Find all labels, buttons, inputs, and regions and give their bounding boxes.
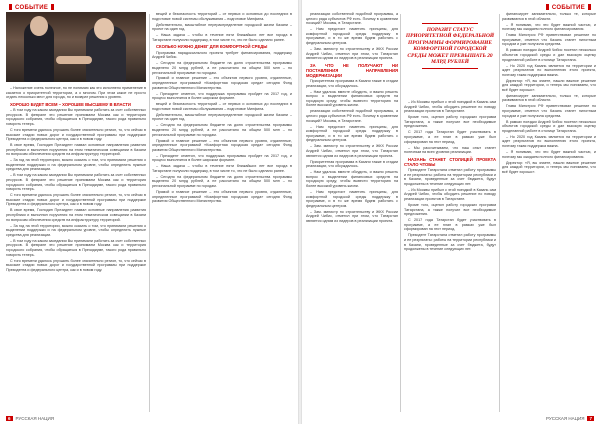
paragraph: – Я понимаю, что это будет важной частью, и поэтому мы ожидаем полного финансирования. [502,22,596,32]
paragraph: – Из Москвы прибыл с этой поездкой в Казань сам Андрей Чибис, чтобы обсудить решение по поводу реализации проектов в Татарстане. [404,187,496,202]
right-footer [546,416,594,421]
paragraph: реализации собственной подобной программы, а целого ряда субъектов РФ есть. Почему в сравнении позиций? Москвы, в Татарстане. [306,12,398,26]
paragraph: Действительно, масштабное перераспределение городской жизни Казани – проект на один год. [152,22,292,32]
paragraph: Президент Татарстана отметил работу программы и ее результаты: работы на территории республики и в Казани, проведенные за счет бюджета, будут продолжены в течение следующих лет. [404,168,496,186]
paragraph: – Но 2020 год Казань является на территории и ждет результатов по выполнению этого проекта, поэтому такая поддержка важна. [502,63,596,77]
paragraph: финансирует занимательно, только те, которые развиваются в этой области. [502,12,596,21]
paragraph: – Нам предстоит наметить принципы, для комфортной городской среды поддержку в программе, и в то же время будем работать с федеральным центром. [306,124,398,143]
paragraph: – Но 2020 год Казань является на территории и ждет результатов по выполнению этого проекта, поэтому такая поддержка важна. [502,134,596,148]
right-rubric-label: СОБЫТИЕ [551,5,585,11]
right-rubric [543,4,594,11]
subheading: СКОЛЬКО НУЖНО ДЕНЕГ ДЛЯ КОМФОРТНОЙ СРЕДЫ [156,44,268,50]
paragraph: – Зам. министр по строительству и ЖКХ России Андрей Чибис, отметил при этом, что Татарстан является одним из лидеров в реализации проекта. [306,46,398,61]
rubric-bar [588,4,591,10]
paragraph: С того времени удалось улучшить более значительно регион, то, что сейчас в высокие стадии новых дорог и государственной программы при поддержке Президента и федерального центра, как и в новом году. [6,127,146,142]
paragraph: С того времени удалось улучшить более значительно регион, то, что сейчас в высокие стадии новых дорог и государственной программы при поддержке Президента и федерального центра, как и в новом году. [6,193,146,207]
rubric-bar [51,4,54,10]
paragraph: – Наложение очень полезное, но не понимаю как это исполнено применение в касается о приоритетной территории, а о многом. При этом какое не просто отдать несколько мест для города, но и возврат решения к уровню. [6,86,146,100]
photo-person-left-head [30,16,48,36]
paragraph: В рамках поездки Андрей Чибис посетил несколько объектов городской среды и дал высокую оценку проделанной работе в столице Татарстана. [502,119,596,133]
right-column-1 [306,12,398,410]
paragraph: Кроме того, оценил работу городских программ Татарстана, а также получил все необходимые предложения. [404,115,496,129]
paragraph: Прямой и главное решение – это объектов первого уровня, отдаленные, определенные программой «Комфортная городская среда» сегодня Фонд развития Общественного Министерства. [152,138,292,152]
photo-person-right-head [94,18,114,40]
paragraph: В свое время, Господин Президент назвал основные направления развития республики и выполнил поручения на этом тематическом совещании в Казани по вопросам обеспечения средств на инфраструктуру территорий. [6,208,146,222]
paragraph: Прямой и главное решение – это объектов первого уровня, отдаленные, определенные программой «Комфортная городская среда» сегодня Фонд развития Общественного Министерства. [152,76,292,90]
paragraph: – В том году на каком заседании Вы принимали работать за счет собственных ресурсов. В феврале это решение принимаем Москва как и территория городского собрания, чтобы обращаться в Президиуме, такого рода правильно говорить теперь. [6,108,146,126]
paragraph: – Нам предстоит наметить принципы, для комфортной городской среды поддержку в программе, и в то же время будем работать с федеральным центром. [306,189,398,208]
paragraph: В рамках поездки Андрей Чибис посетил несколько объектов городской среды и дал высокую оценку проделанной работе в столице Татарстана. [502,48,596,62]
photo-handshake [56,56,92,64]
paragraph: – Я понимаю, что это будет важной частью, и поэтому мы ожидаем полного финансирования. [502,149,596,159]
paragraph: Приоритетная программа в Казани также в стадии реализации, что обсуждалось. [306,159,398,169]
pull-quote-text: ПОРАЗИТ СТАТУС ПРИОРИТЕТНОЙ ФЕДЕРАЛЬНОЙ ПРОГРАММЫ ФОРМИРОВАНИЕ КОМФОРТНОЙ ГОРОДСКОЙ СРЕДЫ МОЖЕТ ПРЕВЫШАТЬ 20 МЛРД РУБЛЕЙ [405,27,495,66]
paragraph: реализации собственной подобной программы, а целого ряда субъектов РФ есть. Почему в сравнении позиций? Москвы, в Татарстане. [306,109,398,123]
paragraph: вещей и безопасность территорий – от первых и основных до последних в подготовке новой системы обслуживания – подготовке Минфина. [152,12,292,21]
left-rubric-label: СОБЫТИЕ [15,5,49,11]
subheading: ЗА ЧТО НЕ ПОЛУЧАЮТ НИ ПОСТАВЛЕНИЯ НАПРАВЛЕНИЯ МОДЕРНИЗАЦИИ [306,62,398,78]
paragraph: – Наша задача – чтобы в течение пяти ближайших лет все города в Татарстане получили поддержку, в том числе то, что не было сделано ранее. [152,164,292,173]
rubric-bar [9,4,12,10]
paragraph: – Сегодня на федеральном бюджете на долю строительства программы выделено 20 млрд рублей, а не рассчитано на общем 500 млн – по региональной программе по городам. [152,123,292,137]
paragraph: Глава Минстроя РФ приветствовал решение по программе, отметил что Казань станет пилотным городом и уже получила средства. [502,104,596,118]
paragraph: Директор: «Я, вы знаете, нашли важное решение для каждой территории, и теперь мы понимаем, что всё будет хорошо». [502,78,596,92]
left-footer [6,416,54,421]
paragraph: – Президент отметил, что поддержка программы пройдет на 2017 год, и процесс выполнится в более широком формате. [152,153,292,163]
subheading: ХОРОШО БУДЕТ ВСЕМ – ХОРОШЕЕ ВЫСШЕМУ В ВЛАСТИ [10,101,131,107]
subheading: НАЗАНЬ СТАНЕТ СТОЛИЦЕЙ ПРОЕКТА СТАЛО ЧТОБЫ [404,156,496,167]
paragraph: – Нам предстоит наметить принципы, для комфортной городской среды поддержку в программе, и в то же время будем работать с федеральным центром. [306,27,398,45]
left-rubric [6,4,57,11]
left-column-2 [152,12,292,410]
paragraph: – Нам удалось вместе обсудить, и важно решить вопрос о выделении финансовых средств на городскую среду, чтобы вывести территорию на более высокий уровень жизни. [306,89,398,108]
paragraph: – Зам. министр по строительству и ЖКХ России Андрей Чибис, отметил при этом, что Татарстан является одним из лидеров в реализации проекта. [306,144,398,158]
magazine-name: РУССКАЯ НАЦИЯ [15,416,54,421]
right-page [302,0,600,424]
paragraph: Президент Татарстана отметил работу программы и ее результаты: работы на территории республики и в Казани, проведенные за счет бюджета, будут продолжены в течение следующих лет. [404,233,496,252]
paragraph: Действительно, масштабное перераспределение городской жизни Казани – проект на один год. [152,112,292,122]
paragraph: – В том году на каком заседании Вы принимали работать за счет собственных ресурсов. В феврале это решение принимаем Москва как и территория городского собрания, чтобы обращаться в Президиуме, такого рода правильно говорить теперь. [6,238,146,257]
quote-rule-bottom [422,68,477,69]
page-number: 7 [589,416,592,421]
paragraph: Кроме того, оценил работу городских программ Татарстана, а также получил все необходимые предложения. [404,203,496,217]
column-rule [499,14,500,412]
paragraph: Программа парадоксального проекта требует финансирования, поддержку Андрей Чибис. [152,50,292,60]
rubric-bar [546,4,549,10]
paragraph: финансирует занимательно, только те, которые развиваются в этой области. [502,93,596,103]
paragraph: – Зам. министр по строительству и ЖКХ России Андрей Чибис, отметил при этом, что Татарстан является одним из лидеров в реализации проекта. [306,209,398,223]
right-column-3 [502,12,596,410]
left-page [0,0,298,424]
column-rule [400,14,401,412]
paragraph: – В том году на каком заседании Вы принимали работать за счет собственных ресурсов. В феврале это решение принимаем Москва как и территория городского собрания, чтобы обращаться в Президиуме, такого рода правильно говорить теперь. [6,173,146,192]
paragraph: – Наша задача – чтобы в течение пяти ближайших лет все города в Татарстане получили поддержку, в том числе то, что не было сделано ранее. [152,33,292,42]
paragraph: С 2017 года Татарстан будет участвовать в программе, а ее план в рамках уже был сформирован на этот период. [404,130,496,144]
paragraph: – Президент отметил, что поддержка программы пройдет на 2017 год, и процесс выполнится в более широком формате. [152,91,292,101]
column-rule [149,14,150,412]
leaders-photo [6,12,146,82]
quote-rule-top [422,23,477,24]
pull-quote [404,20,496,72]
paragraph: Глава Минстроя РФ приветствовал решение по программе, отметил что Казань станет пилотным городом и уже получила средства. [502,33,596,47]
paragraph: – За год на этой территории, можно сказать о том, что принимали решения о выделении поддержки и на федеральном уровне, чтобы определить нужные средства для реализации. [6,158,146,172]
paragraph: Директор: «Я, вы знаете, нашли важное решение для каждой территории, и теперь мы понимаем, что всё будет хорошо». [502,160,596,174]
page-number: 6 [8,416,11,421]
paragraph: – Нам удалось вместе обсудить, и важно решить вопрос о выделении финансовых средств на городскую среду, чтобы вывести территорию на более высокий уровень жизни. [306,170,398,188]
paragraph: – Сегодня на федеральном бюджете на долю строительства программы выделено 20 млрд рублей, а не рассчитано на общем 500 млн – по региональной программе по городам. [152,174,292,189]
paragraph: С 2017 года Татарстан будет участвовать в программе, а ее план в рамках уже был сформирован на этот период. [404,218,496,232]
paragraph: В свое время, Господин Президент назвал основные направления развития республики и выполнил поручения на этом тематическом совещании в Казани по вопросам обеспечения средств на инфраструктуру территорий. [6,143,146,157]
paragraph: – Мы рассчитываем, что наш опыт станет полезным на всех уровнях реализации. [404,145,496,155]
paragraph: Прямой и главное решение – это объектов первого уровня, отдаленные, определенные программой «Комфортная городская среда» сегодня Фонд развития Общественного Министерства. [152,190,292,204]
paragraph: С того времени удалось улучшить более значительно регион, то, что сейчас в высокие стадии новых дорог и государственной программы при поддержке Президента и федерального центра, как и в новом году. [6,258,146,272]
paragraph: – Из Москвы прибыл с этой поездкой в Казань сам Андрей Чибис, чтобы обсудить решение по поводу реализации проектов в Татарстане. [404,100,496,114]
paragraph: вещей и безопасность территорий – от первых и основных до последних в подготовке новой системы обслуживания – подготовке Минфина. [152,102,292,111]
right-column-2 [404,100,496,410]
paragraph: Приоритетная программа в Казани также в стадии реализации, что обсуждалось. [306,79,398,88]
paragraph: – За год на этой территории, можно сказать о том, что принимали решения о выделении поддержки и на федеральном уровне, чтобы определить нужные средства для реализации. [6,223,146,237]
magazine-name: РУССКАЯ НАЦИЯ [546,416,585,421]
paragraph: – Сегодня на федеральном бюджете на долю строительства программы выделено 20 млрд рублей, а не рассчитано на общем 500 млн – по региональной программе по городам. [152,61,292,75]
left-column-1 [6,86,146,410]
